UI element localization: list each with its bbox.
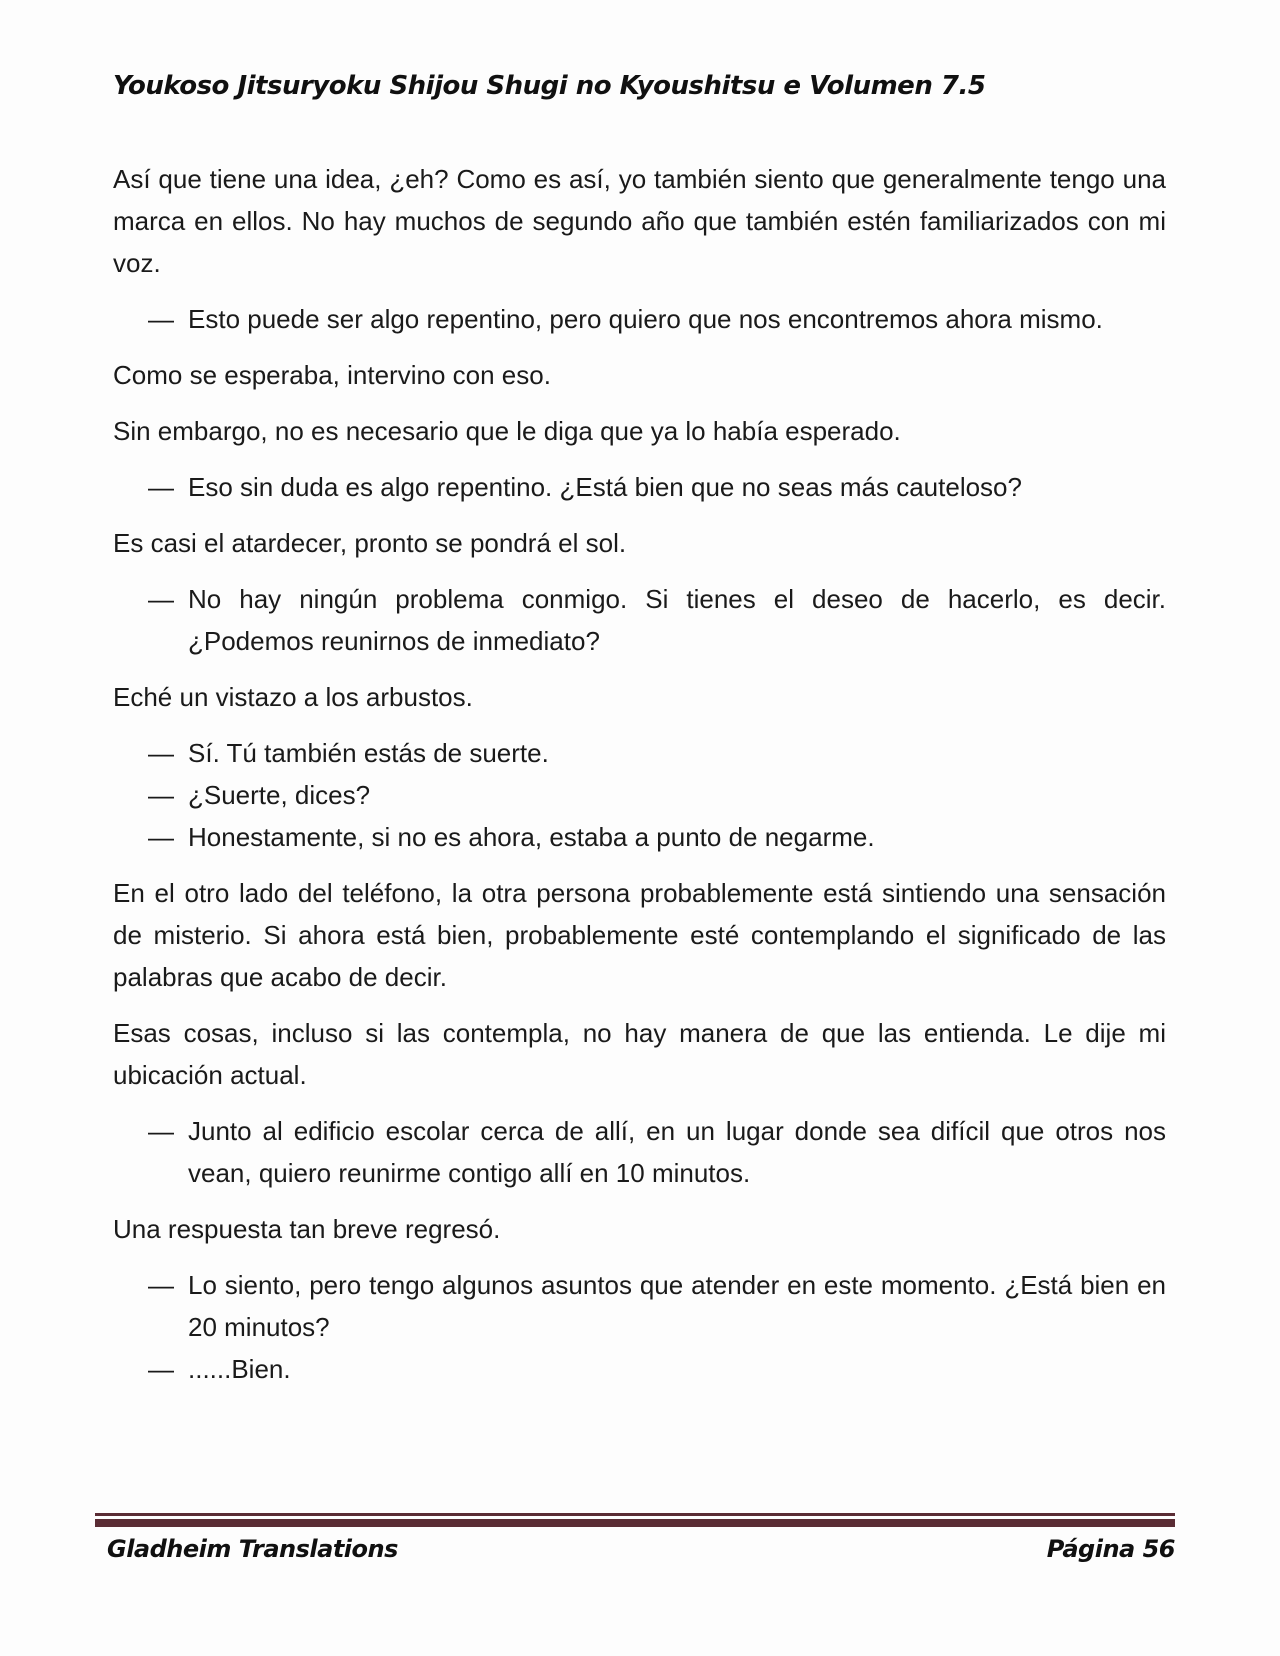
dialogue-line [113,1264,1166,1348]
dialogue-text: Junto al edificio escolar cerca de allí, en un lugar donde sea difícil que otros nos vean, quiero reunirme contigo allí en 10 minutos. [188,1116,1166,1188]
dialogue-text: Lo siento, pero tengo algunos asuntos que atender en este momento. ¿Está bien en 20 minutos? [188,1270,1166,1342]
footer-rule-thin [95,1513,1175,1516]
dialogue-group [113,298,1166,340]
dialogue-text: Sí. Tú también estás de suerte. [188,738,549,768]
dialogue-line [113,1110,1166,1194]
dialogue-group [113,1264,1166,1390]
dialogue-line [113,1348,1166,1390]
em-dash: — [148,472,174,502]
dialogue-line [113,578,1166,662]
paragraph: Eché un vistazo a los arbustos. [113,682,473,712]
dialogue-line [113,774,1166,816]
text-body [113,158,1166,1390]
dialogue-text: Honestamente, si no es ahora, estaba a punto de negarme. [188,822,875,852]
dialogue-text: ......Bien. [188,1354,291,1384]
em-dash: — [148,822,174,852]
footer-rule-thick [95,1519,1175,1527]
em-dash: — [148,304,174,334]
dialogue-line [113,732,1166,774]
em-dash: — [148,1270,174,1300]
em-dash: — [148,780,174,810]
dialogue-text: Eso sin duda es algo repentino. ¿Está bien que no seas más cauteloso? [188,472,1022,502]
footer-translator-credit: Gladheim Translations [107,1535,398,1563]
footer-text-row [95,1535,1175,1563]
em-dash: — [148,738,174,768]
dialogue-group [113,1110,1166,1194]
paragraph: Una respuesta tan breve regresó. [113,1214,501,1244]
dialogue-group [113,732,1166,858]
dialogue-line [113,466,1166,508]
paragraph: En el otro lado del teléfono, la otra persona probablemente está sintiendo una sensación de misterio. Si ahora está bien, probablemente esté contemplando el significado de las palabras que acabo de decir. [113,878,1166,992]
paragraph: Así que tiene una idea, ¿eh? Como es así, yo también siento que generalmente tengo una marca en ellos. No hay muchos de segundo año que también estén familiarizados con mi voz. [113,164,1166,278]
em-dash: — [148,1116,174,1146]
page-footer [95,1513,1175,1563]
dialogue-group [113,578,1166,662]
dialogue-text: No hay ningún problema conmigo. Si tienes el deseo de hacerlo, es decir. ¿Podemos reunirnos de inmediato? [188,584,1166,656]
paragraph: Es casi el atardecer, pronto se pondrá el sol. [113,528,627,558]
dialogue-group [113,466,1166,508]
page-header-title: Youkoso Jitsuryoku Shijou Shugi no Kyoushitsu e Volumen 7.5 [113,71,986,101]
dialogue-line [113,816,1166,858]
em-dash: — [148,1354,174,1384]
em-dash: — [148,584,174,614]
dialogue-text: Esto puede ser algo repentino, pero quiero que nos encontremos ahora mismo. [188,304,1103,334]
paragraph: Esas cosas, incluso si las contempla, no hay manera de que las entienda. Le dije mi ubicación actual. [113,1018,1166,1090]
dialogue-text: ¿Suerte, dices? [188,780,371,810]
paragraph: Sin embargo, no es necesario que le diga que ya lo había esperado. [113,416,901,446]
dialogue-line [113,298,1166,340]
footer-page-number: Página 56 [1046,1535,1175,1563]
paragraph: Como se esperaba, intervino con eso. [113,360,551,390]
